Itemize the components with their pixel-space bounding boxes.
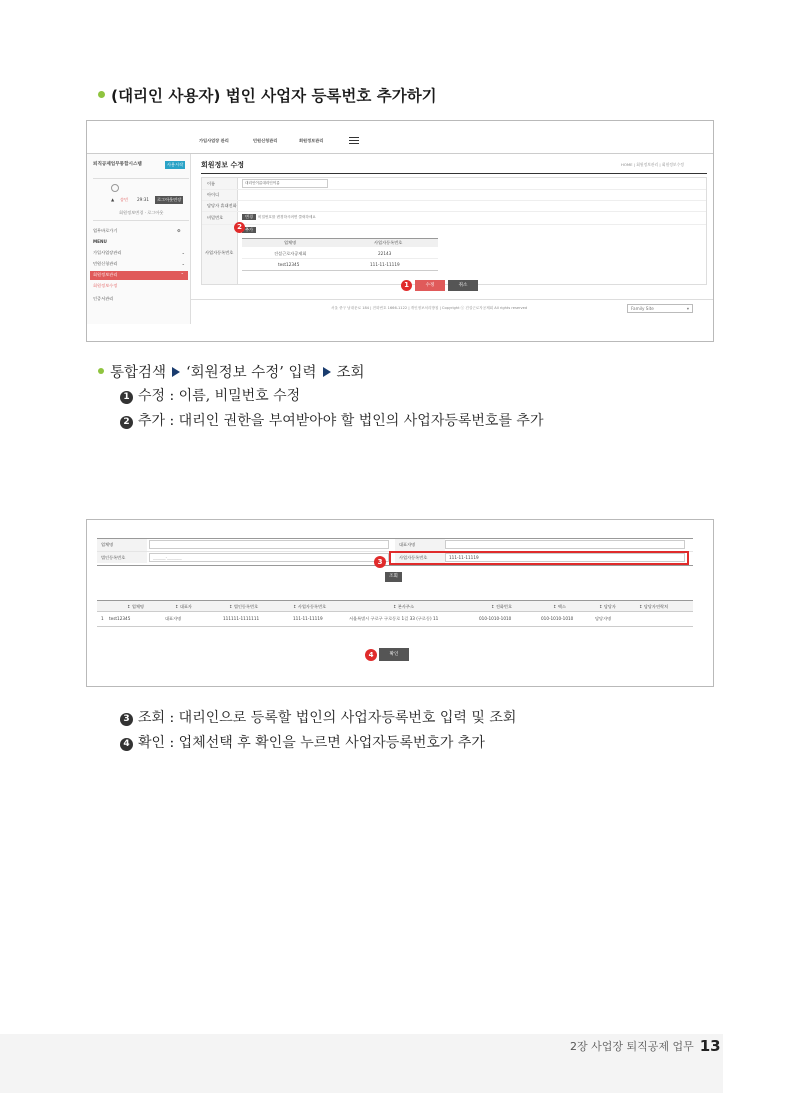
company-input[interactable] bbox=[149, 540, 389, 549]
number-badge: 1 bbox=[120, 391, 133, 404]
results-header[interactable]: ↕ 전화번호 bbox=[491, 604, 513, 609]
label-company: 업체명 bbox=[101, 542, 114, 547]
label-biz-no: 사업자등록번호 bbox=[399, 555, 428, 560]
confirm-button[interactable]: 확인 bbox=[379, 648, 409, 661]
label-rep: 대표자명 bbox=[399, 542, 416, 547]
breadcrumb: HOME | 회원정보관리 | 회원정보수정 bbox=[621, 162, 684, 167]
results-header[interactable]: ↕ 본사주소 bbox=[393, 604, 415, 609]
desc1-step: 조회 bbox=[336, 365, 365, 381]
session-timer: 29:31 bbox=[137, 197, 150, 202]
desc2-item-text: 확인 : 업체선택 후 확인을 누르면 사업자등록번호가 추가 bbox=[138, 735, 485, 751]
sidebar-title: 퇴직공제업무통합시스템 bbox=[93, 162, 142, 167]
form-label-password: 비밀번호 bbox=[207, 215, 224, 220]
biz-table-header: 업체명 bbox=[284, 240, 297, 245]
title-rule bbox=[201, 173, 707, 174]
menu-item-cert[interactable]: 인증서관리 bbox=[93, 296, 114, 301]
form-label-biz-no: 사업자등록번호 bbox=[205, 250, 234, 255]
menu-item-workplace[interactable]: 가입사업장관리 ⌄ bbox=[93, 250, 185, 255]
desc1-step: 통합검색 bbox=[110, 365, 167, 381]
callout-badge: 1 bbox=[401, 280, 412, 291]
results-header[interactable]: ↕ 담당자 bbox=[599, 604, 616, 609]
callout-badge: 3 bbox=[374, 556, 386, 568]
form-label-id: 아이디 bbox=[207, 192, 220, 197]
form-label-phone: 담당자 휴대전화 bbox=[207, 203, 237, 208]
arrow-right-icon bbox=[323, 367, 331, 377]
corp-no-input[interactable]: ______-_______ bbox=[149, 553, 389, 562]
results-header[interactable]: ↕ 팩스 bbox=[553, 604, 566, 609]
biz-table-cell: 111-11-11119 bbox=[370, 262, 400, 267]
sidebar-divider bbox=[93, 220, 189, 221]
sidebar-divider bbox=[93, 178, 189, 179]
results-header[interactable]: ↕ 담당자연락처 bbox=[639, 604, 669, 609]
desc1-item-2 bbox=[120, 410, 543, 430]
results-header[interactable]: ↕ 업체명 bbox=[127, 604, 144, 609]
form-row-line bbox=[202, 189, 706, 190]
edit-submit-button[interactable]: 수정 bbox=[415, 280, 445, 291]
results-header[interactable]: ↕ 대표자 bbox=[175, 604, 192, 609]
desc1-item-text: 추가 : 대리인 권한을 부여받아야 할 법인의 사업자등록번호를 추가 bbox=[138, 413, 544, 429]
member-form bbox=[201, 177, 707, 285]
biz-table-header-row bbox=[242, 238, 438, 247]
section-title-text: (대리인 사용자) 법인 사업자 등록번호 추가하기 bbox=[111, 87, 437, 105]
biz-table-cell: 건설근로자공제회 bbox=[274, 251, 307, 256]
desc1-item-text: 수정 : 이름, 비밀번호 수정 bbox=[138, 388, 301, 404]
desc1-step: ‘회원정보 수정’ 입력 bbox=[186, 365, 317, 381]
rep-input[interactable] bbox=[445, 540, 685, 549]
biz-table-header: 사업자등록번호 bbox=[374, 240, 403, 245]
menu-heading: MENU bbox=[93, 239, 107, 244]
site-footer-text: 서울 중구 남대문로 184 | 전화번호 1666-1122 | 개인정보처리방침 | Copyright ⓒ 건설근로자공제회 All rights reserved bbox=[331, 306, 528, 310]
bullet-dot bbox=[98, 368, 104, 374]
hamburger-menu-icon[interactable] bbox=[349, 137, 359, 144]
desc1-item-1 bbox=[120, 385, 300, 405]
form-label-name: 이름 bbox=[207, 181, 216, 186]
sidebar-badge: 사용시작 bbox=[165, 161, 185, 169]
number-badge: 3 bbox=[120, 713, 133, 726]
bell-icon: ▲ bbox=[111, 197, 115, 202]
menu-item-civil[interactable]: 민원신청관리 ⌄ bbox=[93, 261, 185, 266]
chapter-label: 2장 사업장 퇴직공제 업무 bbox=[570, 1040, 694, 1053]
results-row[interactable]: 1 test12345 대표자명 111111-1111111 111-11-11119 서울특별시 구로구 구로동로 1길 33 (구로동) 11 010-1010-1010 010-1010-1010 담당자명 bbox=[101, 616, 612, 621]
results-header[interactable]: ↕ 사업자등록번호 bbox=[293, 604, 327, 609]
desc2-item-text: 조회 : 대리인으로 등록할 법인의 사업자등록번호 입력 및 조회 bbox=[138, 710, 517, 726]
biz-table-row-line bbox=[242, 258, 438, 259]
results-bottom-line bbox=[97, 626, 693, 627]
page-footer bbox=[570, 1037, 721, 1055]
page-number: 13 bbox=[699, 1037, 721, 1055]
number-badge: 4 bbox=[120, 738, 133, 751]
biz-table-cell: test12345 bbox=[278, 262, 300, 267]
search-button[interactable]: 조회 bbox=[385, 572, 402, 582]
session-extend-button[interactable]: 로그아웃연장 bbox=[155, 196, 183, 204]
form-row-line bbox=[202, 200, 706, 201]
quick-menu-label[interactable]: 업무바로가기 bbox=[93, 228, 118, 233]
nav-item-civil[interactable]: 민원신청관리 bbox=[253, 138, 278, 143]
biz-table-row-line bbox=[242, 270, 438, 271]
screenshot-biz-search bbox=[86, 519, 714, 687]
number-badge: 2 bbox=[120, 416, 133, 429]
biz-table-cell: 22143 bbox=[378, 251, 392, 256]
desc1-main bbox=[98, 361, 365, 382]
password-note: 비밀번호를 변경하시려면 클릭하세요 bbox=[258, 215, 316, 219]
family-site-select[interactable]: Family Site ▾ bbox=[627, 304, 693, 313]
desc2-item-3 bbox=[120, 707, 516, 727]
cancel-button[interactable]: 취소 bbox=[448, 280, 478, 291]
results-header[interactable]: ↕ 법인등록번호 bbox=[229, 604, 259, 609]
gear-icon[interactable]: ⚙ bbox=[177, 228, 181, 233]
section-title bbox=[98, 84, 437, 106]
add-biz-no-button[interactable]: 추가 bbox=[242, 227, 256, 233]
footer-divider bbox=[191, 299, 714, 300]
user-name: 송민 bbox=[120, 197, 129, 202]
callout-badge: 2 bbox=[234, 222, 245, 233]
user-avatar-icon bbox=[111, 184, 119, 192]
sidebar bbox=[87, 154, 191, 324]
callout-badge: 4 bbox=[365, 649, 377, 661]
password-change-button[interactable]: 변경 bbox=[242, 214, 256, 220]
highlight-box bbox=[389, 551, 689, 565]
screenshot-member-edit bbox=[86, 120, 714, 342]
biz-no-table bbox=[242, 238, 438, 278]
form-row-line bbox=[202, 224, 706, 225]
menu-item-member-active[interactable]: 회원정보관리 ⌃ bbox=[90, 271, 188, 280]
name-input[interactable]: 대리인이름대리인이름 bbox=[242, 179, 328, 188]
page-title: 회원정보 수정 bbox=[201, 161, 245, 169]
biz-no-input[interactable]: 111-11-11119 bbox=[445, 553, 685, 562]
sidebar-links[interactable]: 회원정보변경 · 로그아웃 bbox=[119, 210, 164, 215]
search-form-bottom-line bbox=[97, 565, 693, 566]
nav-item-member[interactable]: 회원정보관리 bbox=[299, 138, 324, 143]
bullet-dot bbox=[98, 91, 105, 98]
form-row-line bbox=[202, 211, 706, 212]
submenu-item-member-edit[interactable]: 회원정보수정 bbox=[93, 283, 118, 288]
arrow-right-icon bbox=[172, 367, 180, 377]
nav-item-workplace[interactable]: 가입사업장 관리 bbox=[199, 138, 229, 143]
desc2-item-4 bbox=[120, 732, 485, 752]
label-corp-no: 법인등록번호 bbox=[101, 555, 126, 560]
